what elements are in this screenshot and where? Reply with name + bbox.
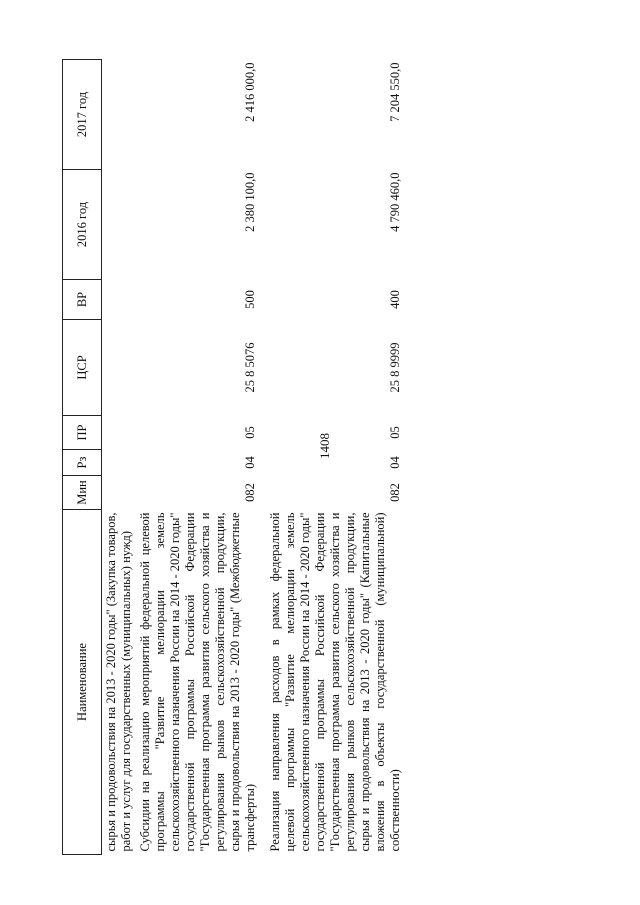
budget-table	[62, 59, 405, 855]
row-rz: 04	[388, 456, 402, 469]
header-csr: ЦСР	[63, 320, 102, 416]
row-min: 082	[243, 483, 257, 502]
row-csr: 25 8 9999	[388, 342, 402, 393]
row-pr	[102, 416, 137, 450]
row-vr: 400	[388, 290, 402, 309]
header-rz: Рз	[63, 450, 102, 476]
row-2017: 2 416 000,0	[243, 62, 257, 122]
header-2017: 2017 год	[63, 60, 102, 170]
row-2017: 7 204 550,0	[388, 62, 402, 122]
table-header-row	[63, 60, 102, 855]
row-min	[102, 476, 137, 510]
row-csr	[102, 320, 137, 416]
row-2017	[102, 60, 137, 170]
header-pr: ПР	[63, 416, 102, 450]
row-vr: 500	[243, 290, 257, 309]
row-name: сырья и продовольствия на 2013 - 2020 годы" (Закупка товаров, работ и услуг для государственных (муниципальных) нужд)	[104, 512, 133, 852]
header-2016: 2016 год	[63, 170, 102, 280]
row-rz: 04	[243, 456, 257, 469]
page-number: 1408	[317, 433, 332, 459]
row-2016	[102, 170, 137, 280]
table-row	[102, 60, 137, 855]
table-row	[266, 60, 405, 855]
row-csr: 25 8 5076	[243, 342, 257, 393]
header-vr: ВР	[63, 280, 102, 320]
row-2016: 4 790 460,0	[388, 172, 402, 232]
header-min: Мин	[63, 476, 102, 510]
rotated-table-container	[62, 60, 530, 855]
table-row	[136, 60, 260, 855]
row-2016: 2 380 100,0	[243, 172, 257, 232]
row-vr	[102, 280, 137, 320]
row-name: Субсидии на реализацию мероприятий федеральной целевой программы "Развитие мелиорации земель сельскохозяйственного назначения России на 2014 - 2020 годы" государственной программы Российской Федерации "Государственная программа развития сельского хозяйства и регулирования рынков сельскохозяйственной продукции, сырья и продовольствия на 2013 - 2020 годы" (Межбюджетные трансферты)	[138, 512, 257, 852]
row-min: 082	[388, 483, 402, 502]
row-pr: 05	[243, 426, 257, 439]
row-name: Реализация направления расходов в рамках федеральной целевой программы "Развитие мелиорации земель сельскохозяйственного назначения России на 2014 - 2020 годы" государственной программы Российской Федерации "Государственная программа развития сельского хозяйства и регулирования рынков сельскохозяйственной продукции, сырья и продовольствия на 2013 - 2020 годы" (Капитальные вложения в объекты государственной (муниципальной) собственности)	[268, 512, 402, 852]
row-pr: 05	[388, 426, 402, 439]
row-rz	[102, 450, 137, 476]
header-name: Наименование	[63, 510, 102, 855]
